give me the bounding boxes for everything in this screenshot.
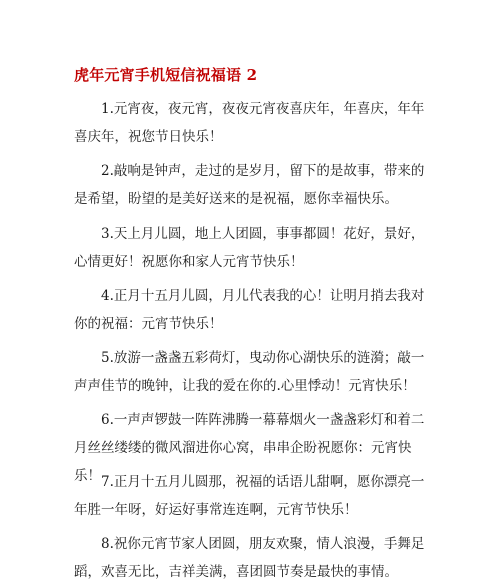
paragraph-8: 8.祝你元宵节家人团圆，朋友欢聚，情人浪漫，手舞足蹈，欢喜无比，吉祥美满，喜团圆节奏是最快的事情。	[74, 536, 425, 580]
paragraph-3: 3.天上月儿圆，地上人团圆，事事都圆！花好，景好，心情更好！祝愿你和家人元宵节快乐！	[74, 226, 425, 270]
paragraph-6: 6.一声声锣鼓一阵阵沸腾一幕幕烟火一盏盏彩灯和着二月丝丝缕缕的微风溜进你心窝，串串企盼祝愿你：元宵快乐！	[74, 412, 425, 484]
document-title: 虎年元宵手机短信祝福语 2	[74, 66, 258, 84]
paragraph-1: 1.元宵夜，夜元宵，夜夜元宵夜喜庆年，年喜庆，年年喜庆年，祝您节日快乐！	[74, 101, 425, 145]
paragraph-4: 4.正月十五月儿圆，月儿代表我的心！让明月捎去我对你的祝福：元宵节快乐！	[74, 288, 425, 332]
paragraph-7: 7.正月十五月儿圆那，祝福的话语儿甜啊，愿你漂亮一年胜一年呀，好运好事常连连啊，元宵节快乐！	[74, 474, 425, 518]
paragraph-5: 5.放游一盏盏五彩荷灯，曳动你心湖快乐的涟漪；敲一声声佳节的晚钟，让我的爱在你的.心里悸动！元宵快乐！	[74, 350, 425, 394]
paragraph-2: 2.敲响是钟声，走过的是岁月，留下的是故事，带来的是希望，盼望的是美好送来的是祝福，愿你幸福快乐。	[74, 163, 425, 207]
